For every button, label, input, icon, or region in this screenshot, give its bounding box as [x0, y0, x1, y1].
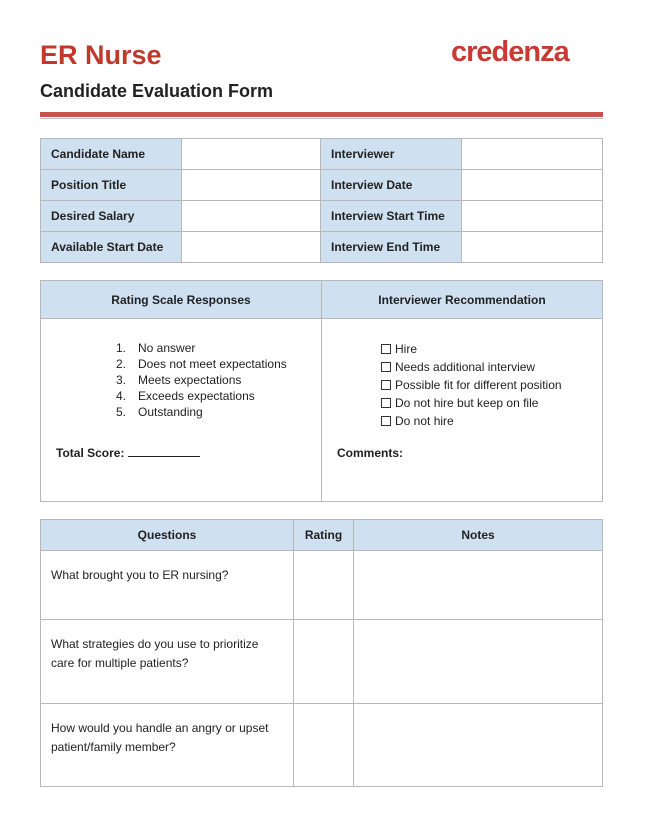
- info-row: [41, 170, 603, 201]
- rating-recommendation-table: [40, 280, 603, 502]
- credenza-logo: credenza: [451, 36, 569, 68]
- interview-end-time-field[interactable]: [462, 232, 603, 263]
- notes-header: Notes: [354, 520, 603, 551]
- interview-date-label: Interview Date: [321, 170, 462, 201]
- question-cell: What brought you to ER nursing?: [41, 551, 294, 620]
- table-row: [41, 704, 603, 787]
- list-item: 4. Exceeds expectations: [116, 389, 255, 403]
- option-keep-on-file[interactable]: Do not hire but keep on file: [381, 394, 601, 412]
- recommendation-cell: [322, 319, 603, 502]
- notes-cell[interactable]: [354, 620, 603, 704]
- desired-salary-field[interactable]: [182, 201, 321, 232]
- interview-start-time-field[interactable]: [462, 201, 603, 232]
- checkbox-icon[interactable]: [381, 362, 391, 372]
- option-do-not-hire[interactable]: Do not hire: [381, 412, 601, 430]
- interview-end-time-label: Interview End Time: [321, 232, 462, 263]
- candidate-name-label: Candidate Name: [41, 139, 182, 170]
- option-needs-additional-interview[interactable]: Needs additional interview: [381, 358, 601, 376]
- questions-table: [40, 519, 603, 787]
- rating-scale-cell: [41, 319, 322, 502]
- rating-header: Rating: [294, 520, 354, 551]
- available-start-date-label: Available Start Date: [41, 232, 182, 263]
- checkbox-icon[interactable]: [381, 380, 391, 390]
- checkbox-icon[interactable]: [381, 398, 391, 408]
- notes-cell[interactable]: [354, 551, 603, 620]
- list-item: 1. No answer: [116, 341, 196, 355]
- position-title-field[interactable]: [182, 170, 321, 201]
- total-score: [56, 446, 320, 460]
- checkbox-icon[interactable]: [381, 416, 391, 426]
- info-row: [41, 201, 603, 232]
- info-row: [41, 232, 603, 263]
- recommendation-options: [381, 340, 601, 430]
- table-row: [41, 551, 603, 620]
- option-hire[interactable]: Hire: [381, 340, 601, 358]
- list-item: 3. Meets expectations: [116, 373, 242, 387]
- interview-date-field[interactable]: [462, 170, 603, 201]
- position-title-label: Position Title: [41, 170, 182, 201]
- interviewer-field[interactable]: [462, 139, 603, 170]
- page-title: ER Nurse: [40, 40, 162, 70]
- available-start-date-field[interactable]: [182, 232, 321, 263]
- desired-salary-label: Desired Salary: [41, 201, 182, 232]
- questions-header: Questions: [41, 520, 294, 551]
- candidate-info-table: [40, 138, 603, 263]
- header-divider-red: [40, 112, 603, 117]
- list-item: 2. Does not meet expectations: [116, 357, 287, 371]
- table-row: [41, 620, 603, 704]
- checkbox-icon[interactable]: [381, 344, 391, 354]
- rating-cell[interactable]: [294, 551, 354, 620]
- rating-cell[interactable]: [294, 620, 354, 704]
- option-possible-fit[interactable]: Possible fit for different position: [381, 376, 601, 394]
- question-cell: How would you handle an angry or upset patient/family member?: [41, 704, 294, 787]
- form-subtitle: Candidate Evaluation Form: [40, 81, 274, 101]
- list-item: 5. Outstanding: [116, 405, 203, 419]
- candidate-name-field[interactable]: [182, 139, 321, 170]
- header-divider-gray: [40, 118, 603, 119]
- total-score-label: Total Score:: [56, 446, 125, 460]
- interview-start-time-label: Interview Start Time: [321, 201, 462, 232]
- info-row: [41, 139, 603, 170]
- rating-scale-header: Rating Scale Responses: [41, 281, 322, 319]
- rating-scale-list: [42, 340, 320, 420]
- question-cell: What strategies do you use to prioritize care for multiple patients?: [41, 620, 294, 704]
- recommendation-header: Interviewer Recommendation: [322, 281, 603, 319]
- total-score-blank[interactable]: [128, 446, 200, 457]
- interviewer-label: Interviewer: [321, 139, 462, 170]
- rating-cell[interactable]: [294, 704, 354, 787]
- notes-cell[interactable]: [354, 704, 603, 787]
- comments-label: Comments:: [337, 446, 404, 460]
